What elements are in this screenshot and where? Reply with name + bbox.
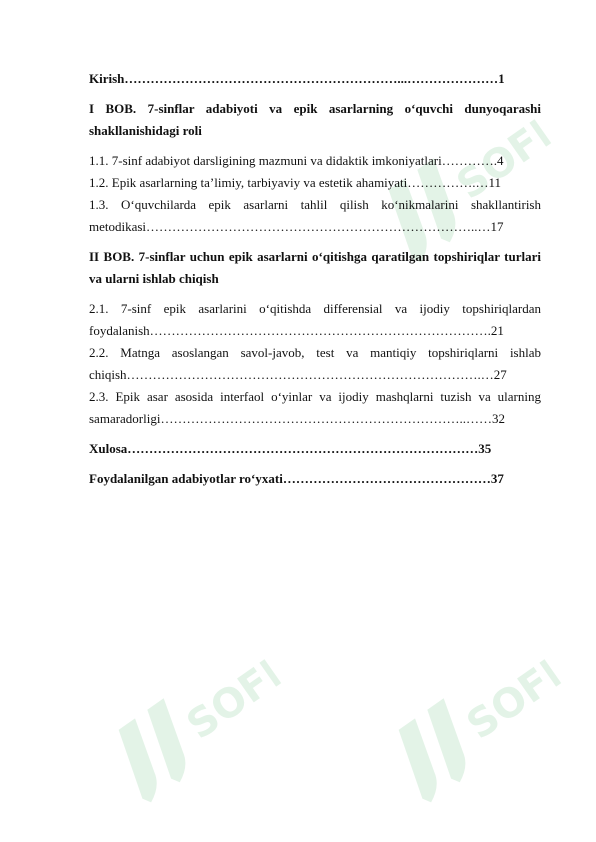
table-of-contents	[89, 68, 541, 490]
toc-section-1-3: 1.3. O‘quvchilarda epik asarlarni tahlil qilish ko‘nikmalarini shakllantirish metodikasi…………………………………………………………………..…17	[89, 197, 541, 234]
toc-entry-adabiyotlar: Foydalanilgan adabiyotlar ro‘yxati…………………………………………37	[89, 471, 504, 486]
soff-logo-icon	[63, 605, 307, 834]
toc-section-1-2: 1.2. Epik asarlarning ta’limiy, tarbiyaviy va estetik ahamiyati…………….…11	[89, 175, 502, 190]
toc-chapter-2: II BOB. 7-sinflar uchun epik asarlarni o‘qitishga qaratilgan topshiriqlar turlari va ularni ishlab chiqish	[89, 249, 541, 286]
watermark-text: SOFF	[458, 643, 582, 749]
toc-section-2-1: 2.1. 7-sinf epik asarlarini o‘qitishda differensial va ijodiy topshiriqlardan foydalanish…………………………………………………………………….21	[89, 301, 541, 338]
watermark-logo	[63, 605, 307, 834]
watermark-text: SOFF	[178, 643, 302, 749]
soff-logo-icon	[343, 605, 587, 834]
toc-chapter-1: I BOB. 7-sinflar adabiyoti va epik asarlarning o‘quvchi dunyoqarashi shakllanishidagi roli	[89, 101, 541, 138]
toc-section-1-1: 1.1. 7-sinf adabiyot darsligining mazmuni va didaktik imkoniyatlari………….4	[89, 153, 504, 168]
toc-entry-xulosa: Xulosa………………………………………………………………………35	[89, 441, 492, 456]
toc-entry-kirish: Kirish………………………………………………………...…………………1	[89, 71, 505, 86]
toc-section-2-3: 2.3. Epik asar asosida interfaol o‘yinlar va ijodiy mashqlarni tuzish va ularning samaradorligi……………………………………………………………..……32	[89, 389, 541, 426]
watermark-text: SOFF	[448, 103, 572, 209]
toc-section-2-2: 2.2. Matnga asoslangan savol-javob, test va mantiqiy topshiriqlarni ishlab chiqish……………………………………………………………………….…27	[89, 345, 541, 382]
watermark-logo	[343, 605, 587, 834]
